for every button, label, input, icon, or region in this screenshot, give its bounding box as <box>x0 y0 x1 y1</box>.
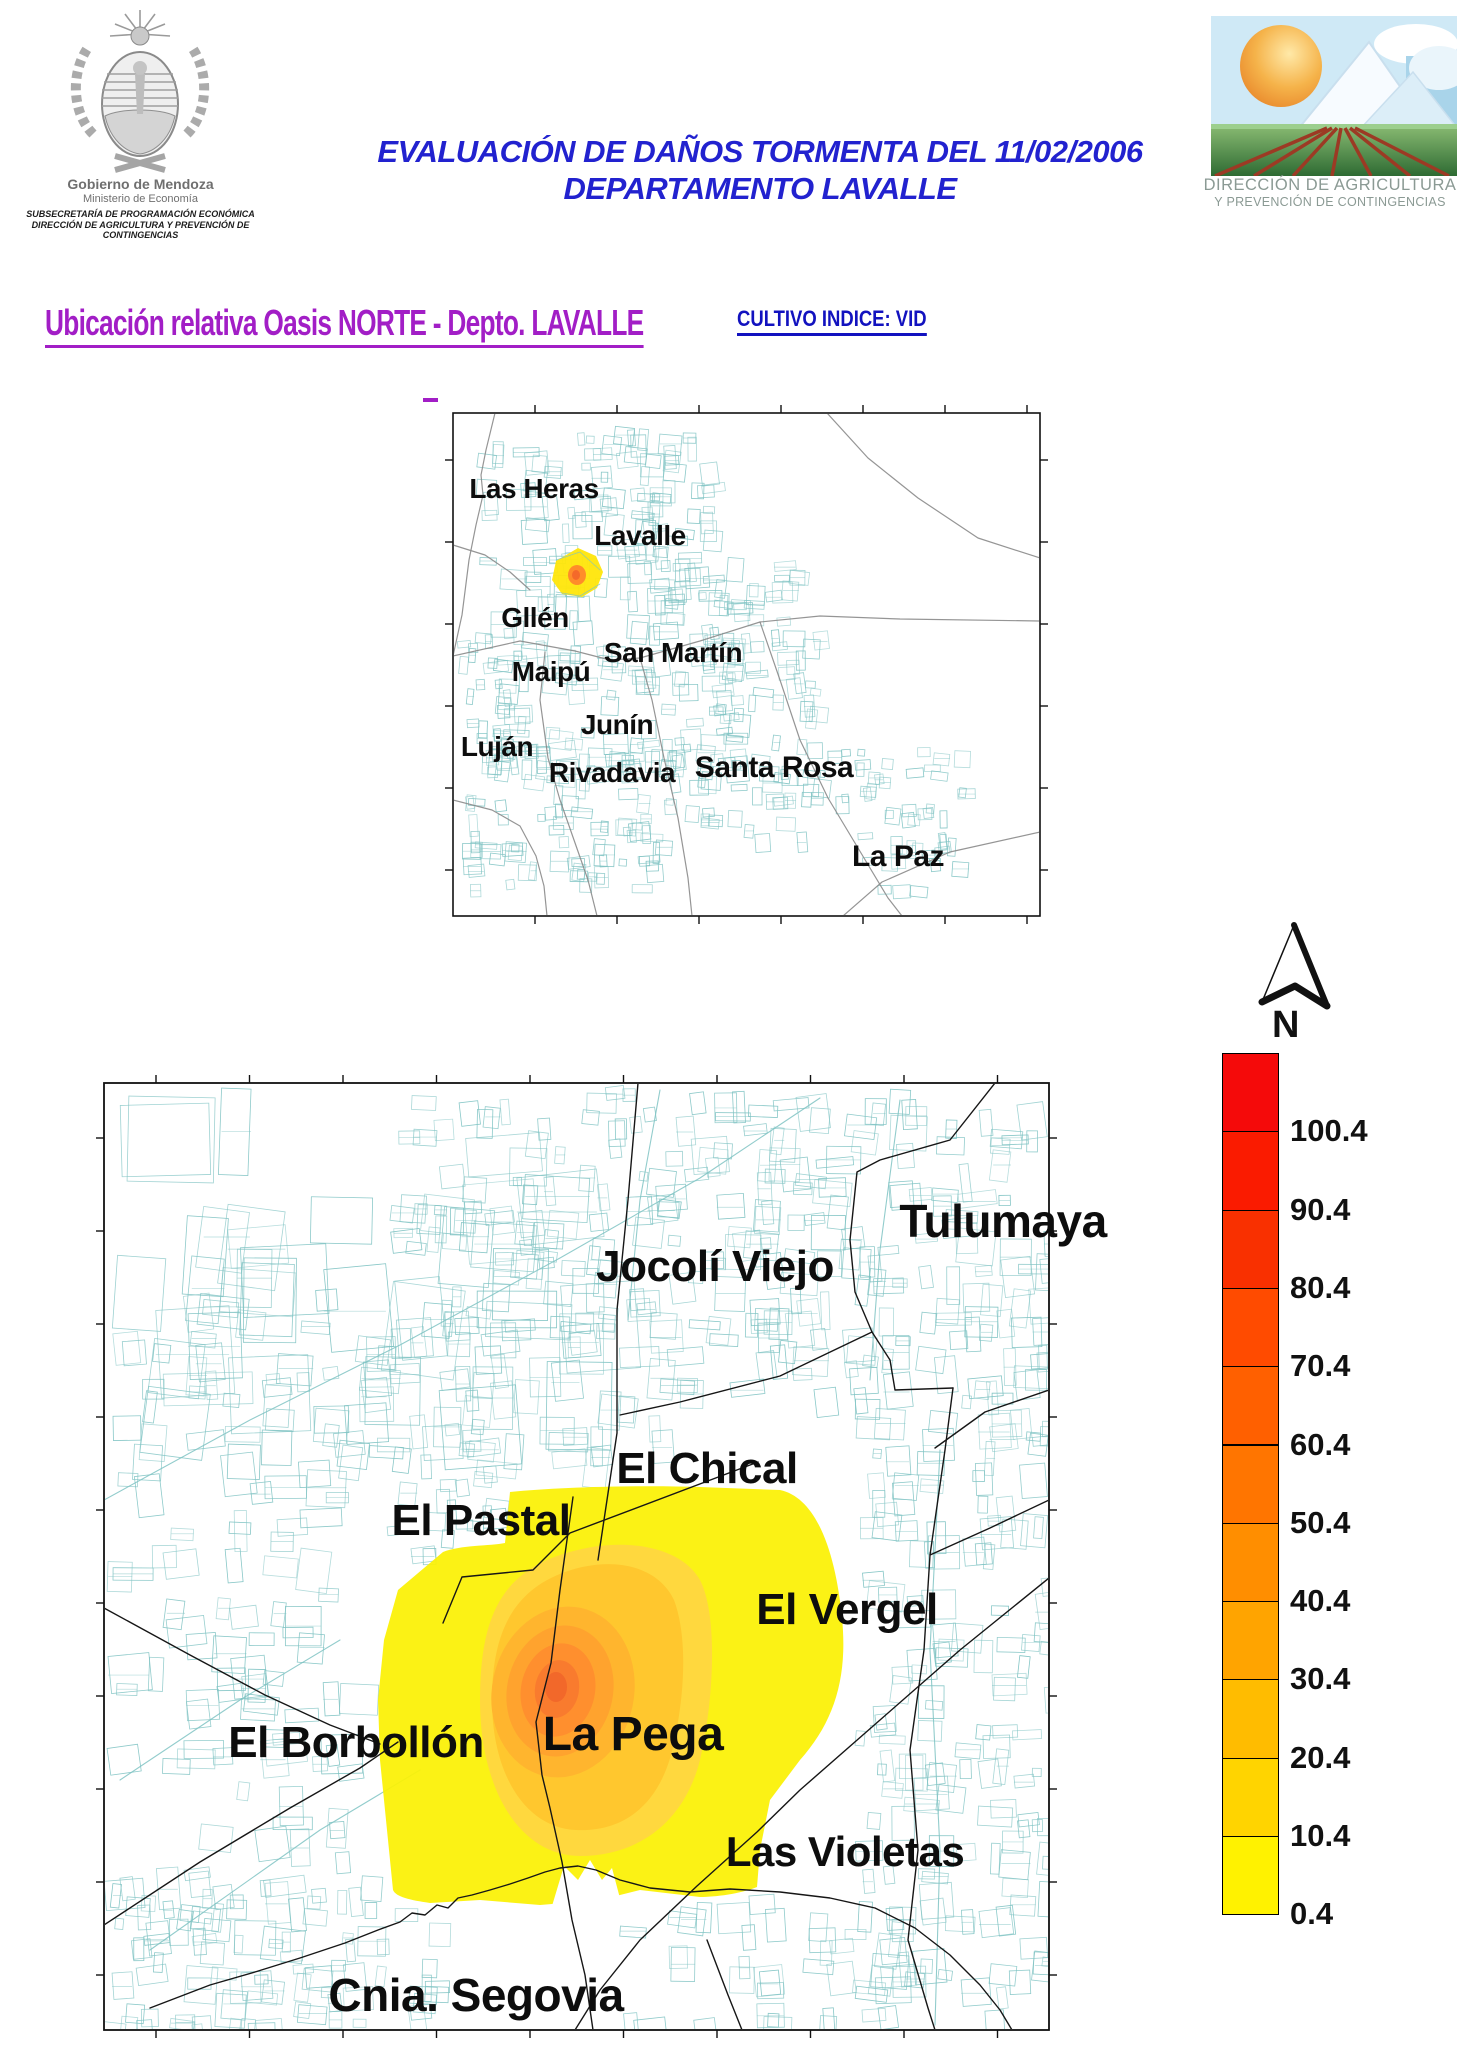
org-text-block <box>8 176 273 241</box>
colorbar-block <box>1222 1758 1279 1837</box>
colorbar-block <box>1222 1523 1279 1602</box>
map-label-las-violetas: Las Violetas <box>725 1828 965 1875</box>
colorbar-block <box>1222 1210 1279 1289</box>
colorbar-tick-label: 0.4 <box>1290 1896 1334 1932</box>
colorbar-block <box>1222 1601 1279 1680</box>
colorbar-block <box>1222 1836 1279 1915</box>
map-label-santa-rosa: Santa Rosa <box>694 751 854 784</box>
north-label: N <box>1272 1004 1300 1046</box>
map-label-maip: Maipú <box>511 656 591 687</box>
purple-dash-mark <box>423 398 438 402</box>
colorbar-tick-label: 70.4 <box>1290 1348 1351 1384</box>
map-label-la-paz: La Paz <box>851 840 945 873</box>
colorbar-tick-label: 90.4 <box>1290 1191 1351 1227</box>
org-name: Gobierno de Mendoza <box>67 176 214 192</box>
map-label-cnia-segovia: Cnia. Segovia <box>328 1969 624 2021</box>
colorbar-tick-label: 40.4 <box>1290 1583 1351 1619</box>
map-label-luj-n: Luján <box>460 731 534 762</box>
map-label-tulumaya: Tulumaya <box>899 1195 1107 1247</box>
map-label-las-heras: Las Heras <box>469 473 599 504</box>
colorbar-block <box>1222 1445 1279 1524</box>
map-label-la-pega: La Pega <box>542 1708 724 1761</box>
map-label-gll-n: Gllén <box>501 602 569 633</box>
colorbar-block <box>1222 1131 1279 1210</box>
map-label-el-borboll-n: El Borbollón <box>228 1718 484 1767</box>
colorbar-block <box>1222 1053 1279 1132</box>
colorbar-tick-label: 100.4 <box>1290 1113 1368 1149</box>
title-line-2: DEPARTAMENTO LAVALLE <box>563 171 957 206</box>
colorbar-tick-label: 20.4 <box>1290 1739 1351 1775</box>
colorbar-tick-label: 50.4 <box>1290 1504 1351 1540</box>
colorbar-block <box>1222 1679 1279 1758</box>
org-subsecretary: SUBSECRETARÍA DE PROGRAMACIÓN ECONÓMICA <box>26 209 255 219</box>
logo-caption <box>1203 176 1457 209</box>
logo-caption-line-2: Y PREVENCIÓN DE CONTINGENCIAS <box>1214 195 1446 209</box>
colorbar-block <box>1222 1366 1279 1445</box>
colorbar-tick-label: 60.4 <box>1290 1426 1351 1462</box>
org-ministry: Ministerio de Economía <box>83 193 198 205</box>
colorbar-tick-label: 10.4 <box>1290 1818 1351 1853</box>
map-label-el-chical: El Chical <box>616 1444 798 1493</box>
map-label-jun-n: Junín <box>580 709 654 740</box>
logo-caption-line-1: DIRECCIÓN DE AGRICULTURA <box>1203 176 1457 194</box>
org-direction: DIRECCIÓN DE AGRICULTURA Y PREVENCIÓN DE CONTINGENCIAS <box>31 219 250 240</box>
map-label-jocol-viejo: Jocolí Viejo <box>596 1242 834 1291</box>
map-section-heading: Ubicación relativa Oasis NORTE - Depto. LAVALLE <box>45 302 865 348</box>
map-label-el-pastal: El Pastal <box>391 1496 571 1545</box>
colorbar-tick-label: 80.4 <box>1290 1269 1351 1305</box>
north-arrow-icon <box>1262 925 1327 1006</box>
map-label-lavalle: Lavalle <box>594 520 686 551</box>
page-title <box>295 133 1225 207</box>
colorbar-tick-label: 30.4 <box>1290 1661 1351 1697</box>
map-label-rivadavia: Rivadavia <box>548 757 676 788</box>
title-line-1: EVALUACIÓN DE DAÑOS TORMENTA DEL 11/02/2006 <box>377 134 1143 169</box>
map-label-san-mart-n: San Martín <box>603 637 743 668</box>
agriculture-direction-logo-icon <box>1211 16 1457 176</box>
colorbar-block <box>1222 1288 1279 1367</box>
map-label-el-vergel: El Vergel <box>756 1585 938 1634</box>
mendoza-coat-of-arms-icon <box>55 4 225 176</box>
crop-index-heading: CULTIVO INDICE: VID <box>737 306 963 336</box>
